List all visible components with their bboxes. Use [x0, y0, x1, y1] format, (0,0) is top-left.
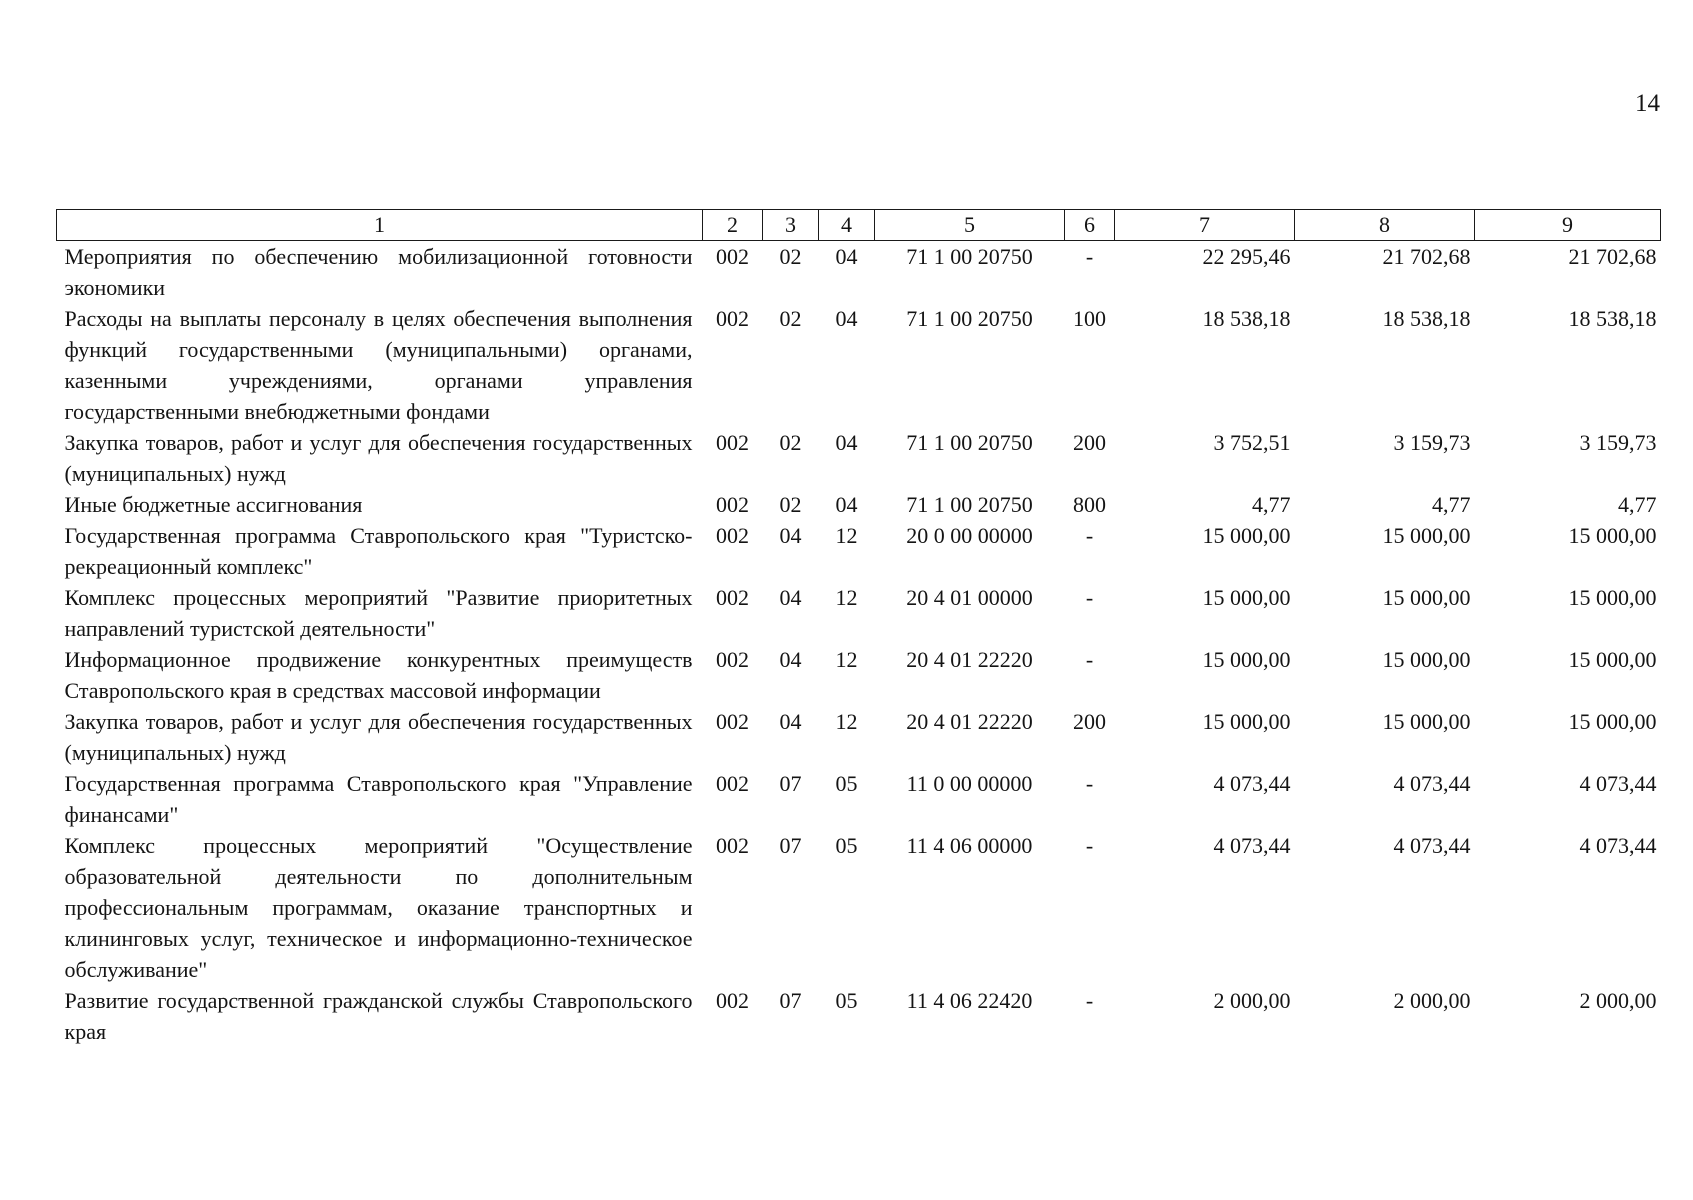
code-c3: 02	[779, 430, 802, 455]
amount-c9: 4,77	[1618, 492, 1657, 517]
table-row	[57, 427, 1661, 489]
amount-c8: 4 073,44	[1393, 833, 1471, 858]
amount-c7: 15 000,00	[1202, 709, 1291, 734]
code-c5: 11 0 00 00000	[906, 771, 1033, 796]
code-c5: 71 1 00 20750	[906, 306, 1033, 331]
code-c5: 20 4 01 00000	[906, 585, 1033, 610]
amount-c8: 18 538,18	[1382, 306, 1471, 331]
column-number-header-row	[57, 210, 1661, 241]
code-c6: -	[1085, 585, 1094, 610]
code-c4: 04	[835, 430, 858, 455]
table-row	[57, 830, 1661, 985]
code-c6: 100	[1073, 306, 1106, 331]
budget-table	[56, 209, 1661, 1047]
code-c6: -	[1085, 523, 1094, 548]
table-row	[57, 520, 1661, 582]
table-row	[57, 303, 1661, 427]
code-c4: 12	[835, 647, 858, 672]
code-c4: 12	[835, 523, 858, 548]
amount-c8: 15 000,00	[1382, 585, 1471, 610]
code-c5: 71 1 00 20750	[906, 244, 1033, 269]
row-description: Комплекс процессных мероприятий "Развитие приоритетных направлений туристской деятельности"	[64, 585, 693, 641]
code-c5: 71 1 00 20750	[906, 430, 1033, 455]
code-c3: 02	[779, 306, 802, 331]
column-header: 9	[1475, 210, 1661, 241]
row-description: Информационное продвижение конкурентных преимуществ Ставропольского края в средствах массовой информации	[64, 647, 693, 703]
code-c6: -	[1085, 647, 1094, 672]
code-c2: 002	[716, 523, 749, 548]
amount-c7: 2 000,00	[1213, 988, 1291, 1013]
table-row	[57, 768, 1661, 830]
code-c6: -	[1085, 833, 1094, 858]
code-c4: 05	[835, 988, 858, 1013]
amount-c9: 15 000,00	[1568, 647, 1657, 672]
amount-c9: 15 000,00	[1568, 709, 1657, 734]
code-c2: 002	[716, 585, 749, 610]
amount-c9: 2 000,00	[1579, 988, 1657, 1013]
amount-c9: 3 159,73	[1579, 430, 1657, 455]
code-c3: 02	[779, 492, 802, 517]
column-header: 5	[875, 210, 1065, 241]
code-c4: 05	[835, 833, 858, 858]
column-header: 8	[1295, 210, 1475, 241]
code-c5: 20 4 01 22220	[906, 709, 1033, 734]
amount-c8: 4 073,44	[1393, 771, 1471, 796]
row-description: Расходы на выплаты персоналу в целях обеспечения выполнения функций государственными (муниципальными) органами, казенными учреждениями, органами управления государственными внебюджетными фондами	[64, 306, 693, 424]
code-c3: 07	[779, 833, 802, 858]
amount-c8: 3 159,73	[1393, 430, 1471, 455]
code-c2: 002	[716, 833, 749, 858]
code-c3: 04	[779, 523, 802, 548]
amount-c9: 18 538,18	[1568, 306, 1657, 331]
code-c6: -	[1085, 244, 1094, 269]
table-row	[57, 985, 1661, 1047]
code-c5: 11 4 06 22420	[906, 988, 1033, 1013]
amount-c9: 21 702,68	[1568, 244, 1657, 269]
column-header: 6	[1065, 210, 1115, 241]
row-description: Государственная программа Ставропольского края "Туристско-рекреационный комплекс"	[64, 523, 693, 579]
code-c4: 12	[835, 585, 858, 610]
code-c3: 07	[779, 771, 802, 796]
amount-c7: 3 752,51	[1213, 430, 1291, 455]
code-c5: 11 4 06 00000	[906, 833, 1033, 858]
amount-c8: 15 000,00	[1382, 709, 1471, 734]
code-c6: 200	[1073, 430, 1106, 455]
code-c4: 04	[835, 244, 858, 269]
column-header: 7	[1115, 210, 1295, 241]
page-number: 14	[1635, 90, 1660, 117]
amount-c8: 2 000,00	[1393, 988, 1471, 1013]
code-c6: 800	[1073, 492, 1106, 517]
column-header: 2	[703, 210, 763, 241]
amount-c7: 4 073,44	[1213, 833, 1291, 858]
row-description: Закупка товаров, работ и услуг для обеспечения государственных (муниципальных) нужд	[64, 430, 693, 486]
code-c5: 20 0 00 00000	[906, 523, 1033, 548]
code-c2: 002	[716, 244, 749, 269]
code-c5: 20 4 01 22220	[906, 647, 1033, 672]
code-c4: 04	[835, 492, 858, 517]
amount-c7: 4,77	[1252, 492, 1291, 517]
code-c6: -	[1085, 988, 1094, 1013]
table-row	[57, 644, 1661, 706]
code-c2: 002	[716, 771, 749, 796]
amount-c8: 4,77	[1432, 492, 1471, 517]
code-c4: 12	[835, 709, 858, 734]
amount-c7: 15 000,00	[1202, 523, 1291, 548]
row-description: Иные бюджетные ассигнования	[64, 492, 363, 517]
code-c2: 002	[716, 988, 749, 1013]
code-c3: 04	[779, 585, 802, 610]
amount-c7: 18 538,18	[1202, 306, 1291, 331]
table-row	[57, 489, 1661, 520]
column-header: 3	[763, 210, 819, 241]
amount-c8: 15 000,00	[1382, 523, 1471, 548]
amount-c8: 15 000,00	[1382, 647, 1471, 672]
amount-c7: 15 000,00	[1202, 585, 1291, 610]
code-c5: 71 1 00 20750	[906, 492, 1033, 517]
amount-c7: 15 000,00	[1202, 647, 1291, 672]
table-row	[57, 706, 1661, 768]
code-c4: 04	[835, 306, 858, 331]
row-description: Мероприятия по обеспечению мобилизационной готовности экономики	[64, 244, 693, 300]
table-row	[57, 582, 1661, 644]
amount-c7: 22 295,46	[1202, 244, 1291, 269]
code-c2: 002	[716, 492, 749, 517]
table-row	[57, 241, 1661, 304]
code-c3: 04	[779, 709, 802, 734]
row-description: Государственная программа Ставропольского края "Управление финансами"	[64, 771, 693, 827]
code-c3: 02	[779, 244, 802, 269]
budget-table-container	[56, 209, 1660, 1047]
row-description: Развитие государственной гражданской службы Ставропольского края	[64, 988, 693, 1044]
code-c3: 07	[779, 988, 802, 1013]
row-description: Закупка товаров, работ и услуг для обеспечения государственных (муниципальных) нужд	[64, 709, 693, 765]
row-description: Комплекс процессных мероприятий "Осуществление образовательной деятельности по дополнительным профессиональным программам, оказание транспортных и клининговых услуг, техническое и информационно-техническое обслуживание"	[64, 833, 693, 982]
amount-c9: 4 073,44	[1579, 833, 1657, 858]
code-c2: 002	[716, 709, 749, 734]
amount-c9: 4 073,44	[1579, 771, 1657, 796]
code-c6: 200	[1073, 709, 1106, 734]
amount-c9: 15 000,00	[1568, 585, 1657, 610]
amount-c7: 4 073,44	[1213, 771, 1291, 796]
code-c6: -	[1085, 771, 1094, 796]
column-header: 1	[57, 210, 703, 241]
amount-c9: 15 000,00	[1568, 523, 1657, 548]
code-c2: 002	[716, 306, 749, 331]
code-c3: 04	[779, 647, 802, 672]
code-c2: 002	[716, 647, 749, 672]
column-header: 4	[819, 210, 875, 241]
amount-c8: 21 702,68	[1382, 244, 1471, 269]
code-c4: 05	[835, 771, 858, 796]
code-c2: 002	[716, 430, 749, 455]
